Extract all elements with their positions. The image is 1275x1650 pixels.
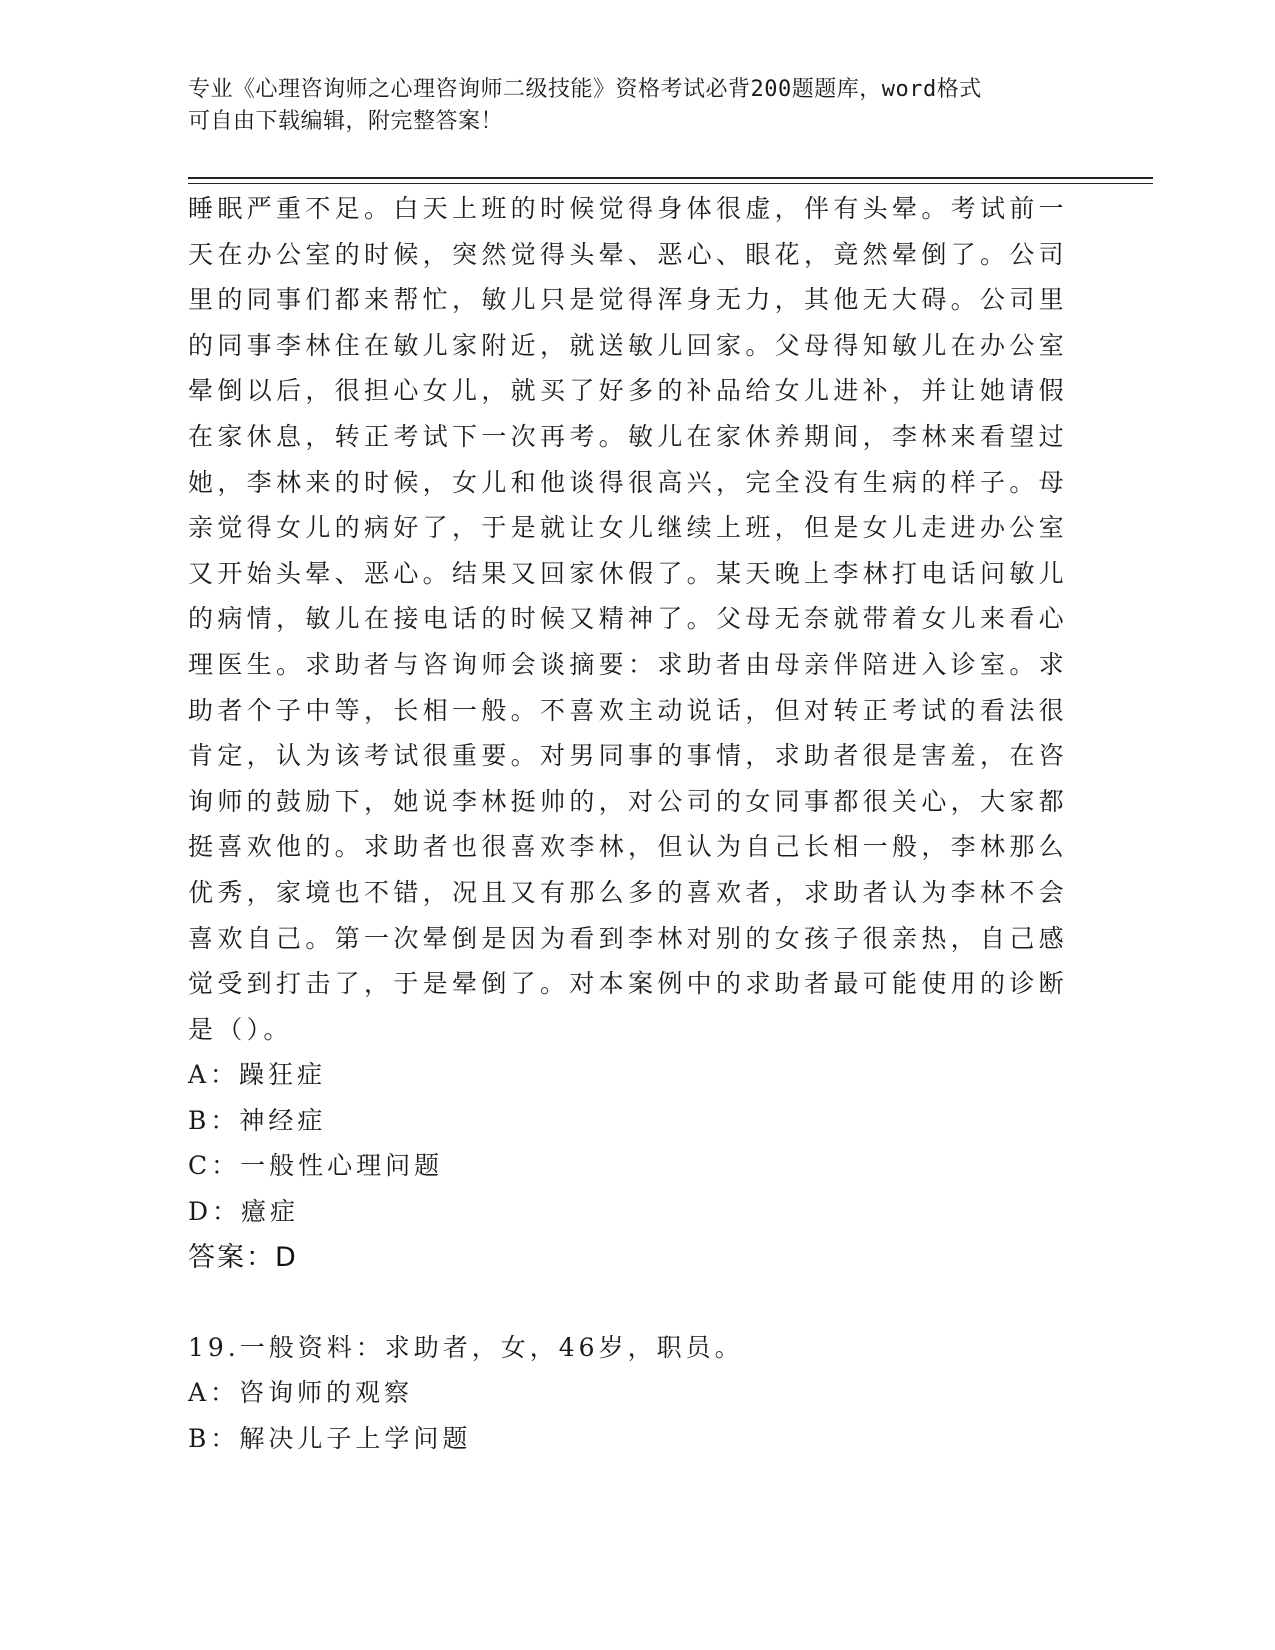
question-19-option-b: B：解决儿子上学问题 <box>188 1423 472 1453</box>
document-header <box>188 74 1068 138</box>
question-18-option-b: B：神经症 <box>188 1105 327 1135</box>
question-18 <box>188 186 1068 1281</box>
question-19-option-a: A：咨询师的观察 <box>188 1378 414 1408</box>
header-title-line-2: 可自由下载编辑，附完整答案！ <box>188 109 504 134</box>
question-19-stem: 19.一般资料：求助者，女，46岁，职员。 <box>188 1332 744 1362</box>
question-18-option-a: A：躁狂症 <box>188 1060 327 1090</box>
question-18-option-c: C：一般性心理问题 <box>188 1151 444 1181</box>
question-18-option-d: D：癔症 <box>188 1197 300 1227</box>
question-spacer <box>188 1281 1068 1325</box>
header-title-line-1: 专业《心理咨询师之心理咨询师二级技能》资格考试必背200题题库，word格式 <box>188 77 982 102</box>
header-divider-thin <box>188 183 1153 184</box>
question-18-answer: 答案：D <box>188 1241 298 1273</box>
document-body <box>188 186 1068 1461</box>
question-19 <box>188 1325 1068 1462</box>
header-divider-thick <box>188 177 1153 179</box>
question-18-stem: 睡眠严重不足。白天上班的时候觉得身体很虚，伴有头晕。考试前一天在办公室的时候，突然觉得头晕、恶心、眼花，竟然晕倒了。公司里的同事们都来帮忙，敏儿只是觉得浑身无力，其他无大碍。公司里的同事李林住在敏儿家附近，就送敏儿回家。父母得知敏儿在办公室晕倒以后，很担心女儿，就买了好多的补品给女儿进补，并让她请假在家休息，转正考试下一次再考。敏儿在家休养期间，李林来看望过她，李林来的时候，女儿和他谈得很高兴，完全没有生病的样子。母亲觉得女儿的病好了，于是就让女儿继续上班，但是女儿走进办公室又开始头晕、恶心。结果又回家休假了。某天晚上李林打电话问敏儿的病情，敏儿在接电话的时候又精神了。父母无奈就带着女儿来看心理医生。求助者与咨询师会谈摘要：求助者由母亲伴陪进入诊室。求助者个子中等，长相一般。不喜欢主动说话，但对转正考试的看法很肯定，认为该考试很重要。对男同事的事情，求助者很是害羞，在咨询师的鼓励下，她说李林挺帅的，对公司的女同事都很关心，大家都挺喜欢他的。求助者也很喜欢李林，但认为自己长相一般，李林那么优秀，家境也不错，况且又有那么多的喜欢者，求助者认为李林不会喜欢自己。第一次晕倒是因为看到李林对别的女孩子很亲热，自己感觉受到打击了，于是晕倒了。对本案例中的求助者最可能使用的诊断是（）。 <box>188 194 1068 1044</box>
